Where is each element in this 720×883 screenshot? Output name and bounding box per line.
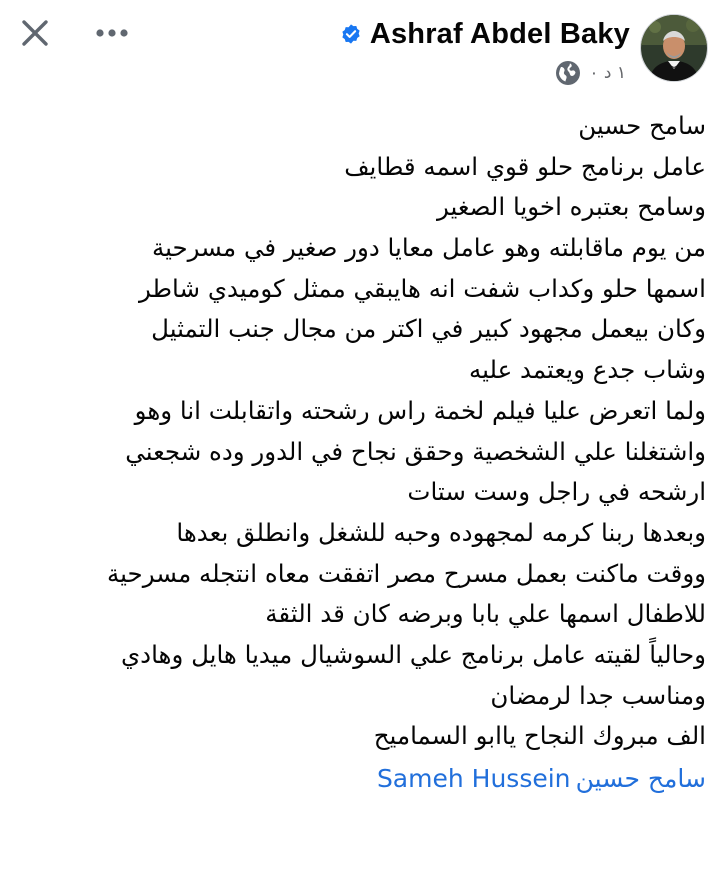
post-line: الف مبروك النجاح ياابو السماميح [373,721,706,751]
post-line: ووقت ماكنت بعمل مسرح مصر اتفقت معاه انتجله مسرحية [107,558,706,588]
mention-row [12,759,706,799]
post-header [0,0,720,100]
post-line: للاطفال اسمها علي بابا وبرضه كان قد الثقة [265,599,706,629]
post-line: وكان بيعمل مجهود كبير في اكتر من مجال جنب التمثيل [151,314,706,344]
author-row [340,14,630,54]
verified-badge-icon [340,23,362,45]
post-line: ولما اتعرض عليا فيلم لخمة راس رشحته واتقابلت انا وهو [134,395,706,425]
post-line: ومناسب جدا لرمضان [490,680,706,710]
post-line: وحالياً لقيته عامل برنامج علي السوشيال ميديا هايل وهادي [120,639,706,669]
author-avatar[interactable] [640,14,708,82]
post-text [12,106,706,799]
post-line: واشتغلنا علي الشخصية وحقق نجاح في الدور وده شجعني [125,436,706,466]
author-name[interactable]: Ashraf Abdel Baky [369,17,630,50]
mention-link-english[interactable]: Sameh Hussein [376,764,571,793]
post-line: اسمها حلو وكداب شفت انه هايبقي ممثل كوميدي شاطر [139,273,706,303]
post-line: عامل برنامج حلو قوي اسمه قطايف [344,151,706,181]
more-options-icon [94,28,130,38]
globe-icon[interactable] [555,60,581,86]
mention-link-arabic[interactable]: سامح حسين [575,764,706,793]
post-line: ارشحه في راجل وست ستات [407,477,706,507]
more-options-button[interactable] [92,20,132,46]
post-timestamp[interactable]: ١ د ٠ [589,63,626,83]
post-line: سامح حسين [578,111,706,140]
close-button[interactable] [18,16,52,50]
post-line: وبعدها ربنا كرمه لمجهوده وحبه للشغل وانطلق بعدها [176,517,706,547]
close-icon [20,18,50,48]
post-line: من يوم ماقابلته وهو عامل معايا دور صغير في مسرحية [151,233,706,263]
post-meta [555,58,626,88]
post-line: وشاب جدع ويعتمد عليه [468,355,706,385]
post-line: وسامح بعتبره اخويا الصغير [436,192,706,222]
avatar-image [641,15,707,81]
